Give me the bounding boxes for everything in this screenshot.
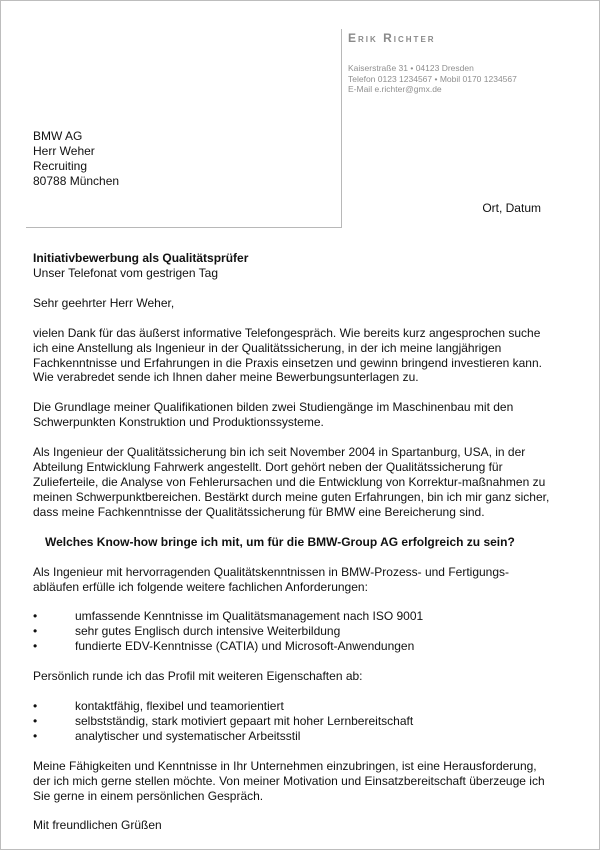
bullet-icon: • (33, 713, 38, 728)
paragraph-requirements: Als Ingenieur mit hervorragenden Qualitätskenntnissen in BMW-Prozess- und Fertigungs-abläufen erfülle ich folgende weitere fachlichen Anforderungen: (33, 564, 510, 594)
list-item: • fundierte EDV-Kenntnisse (CATIA) und Microsoft-Anwendungen (33, 639, 415, 654)
sender-address: Kaiserstraße 31 • 04123 Dresden (348, 63, 474, 73)
subject-subline: Unser Telefonat vom gestrigen Tag (33, 265, 218, 280)
recipient-department: Recruiting (33, 159, 88, 173)
sender-email: E-Mail e.richter@gmx.de (348, 84, 442, 94)
header-vertical-divider (341, 29, 342, 227)
letter-body (33, 251, 553, 833)
bullet-icon: • (33, 699, 38, 714)
list-item: • selbstständig, stark motiviert gepaart mit hoher Lernbereitschaft (33, 713, 414, 728)
recipient-address (33, 129, 119, 189)
list-item: • sehr gutes Englisch durch intensive Weiterbildung (33, 624, 341, 639)
subject-line: Initiativbewerbung als Qualitätsprüfer (33, 251, 249, 265)
list-item: • umfassende Kenntnisse im Qualitätsmanagement nach ISO 9001 (33, 609, 424, 624)
place-date: Ort, Datum (482, 201, 541, 215)
paragraph-intro: vielen Dank für das äußerst informative Telefongespräch. Wie bereits kurz angesprochen suche ich eine Anstellung als Ingenieur in der Qualitätssicherung, in der ich meine langjährigen Fachkenntnisse und Erfahrungen in die Praxis einsetzen und gewinn bringend investieren kann. Wie verabredet sende ich Ihnen daher meine Bewerbungsunterlagen zu. (33, 325, 542, 385)
list-item: • kontaktfähig, flexibel und teamorientiert (33, 699, 284, 714)
paragraph-closing-text: Meine Fähigkeiten und Kenntnisse in Ihr Unternehmen einzubringen, ist eine Herausforderung, der ich mich gerne stellen möchte. Von meiner Motivation und Einsatzbereitschaft überzeuge ich Sie gerne in einem persönlichen Gespräch. (33, 758, 545, 803)
question-heading: Welches Know-how bringe ich mit, um für die BMW-Group AG erfolgreich zu sein? (45, 534, 515, 549)
requirements-list (33, 609, 553, 654)
list-item: • analytischer und systematischer Arbeitsstil (33, 728, 301, 743)
salutation: Sehr geehrter Herr Weher, (33, 295, 175, 310)
sender-name: Erik Richter (348, 31, 436, 45)
sender-details (348, 63, 517, 95)
traits-list (33, 699, 553, 744)
recipient-person: Herr Weher (33, 144, 95, 158)
paragraph-experience: Als Ingenieur der Qualitätssicherung bin ich seit November 2004 in Spartanburg, USA, in der Abteilung Entwicklung Fahrwerk angestellt. Dort gehört neben der Qualitätssicherung für Zulieferteile, die Analyse von Fehlerursachen und die Entwicklung von Korrektur-maßnahmen zu meinen Schwerpunktbereichen. Bestärkt durch meine guten Erfahrungen, bin ich mir ganz sicher, dass meine Fachkenntnisse der Qualitätssicherung für BMW eine Bereicherung sind. (33, 445, 550, 519)
paragraph-personal: Persönlich runde ich das Profil mit weiteren Eigenschaften ab: (33, 669, 363, 684)
bullet-icon: • (33, 624, 38, 639)
bullet-icon: • (33, 728, 38, 743)
closing-greeting: Mit freundlichen Grüßen (33, 818, 162, 833)
sender-phone: Telefon 0123 1234567 • Mobil 0170 1234567 (348, 73, 517, 84)
recipient-city: 80788 München (33, 174, 120, 188)
header-horizontal-divider (26, 227, 342, 228)
bullet-icon: • (33, 639, 38, 654)
paragraph-qualifications: Die Grundlage meiner Qualifikationen bilden zwei Studiengänge im Maschinenbau mit den Schwerpunkten Konstruktion und Produktionssysteme. (33, 400, 514, 430)
bullet-icon: • (33, 609, 38, 624)
recipient-company: BMW AG (33, 129, 83, 143)
